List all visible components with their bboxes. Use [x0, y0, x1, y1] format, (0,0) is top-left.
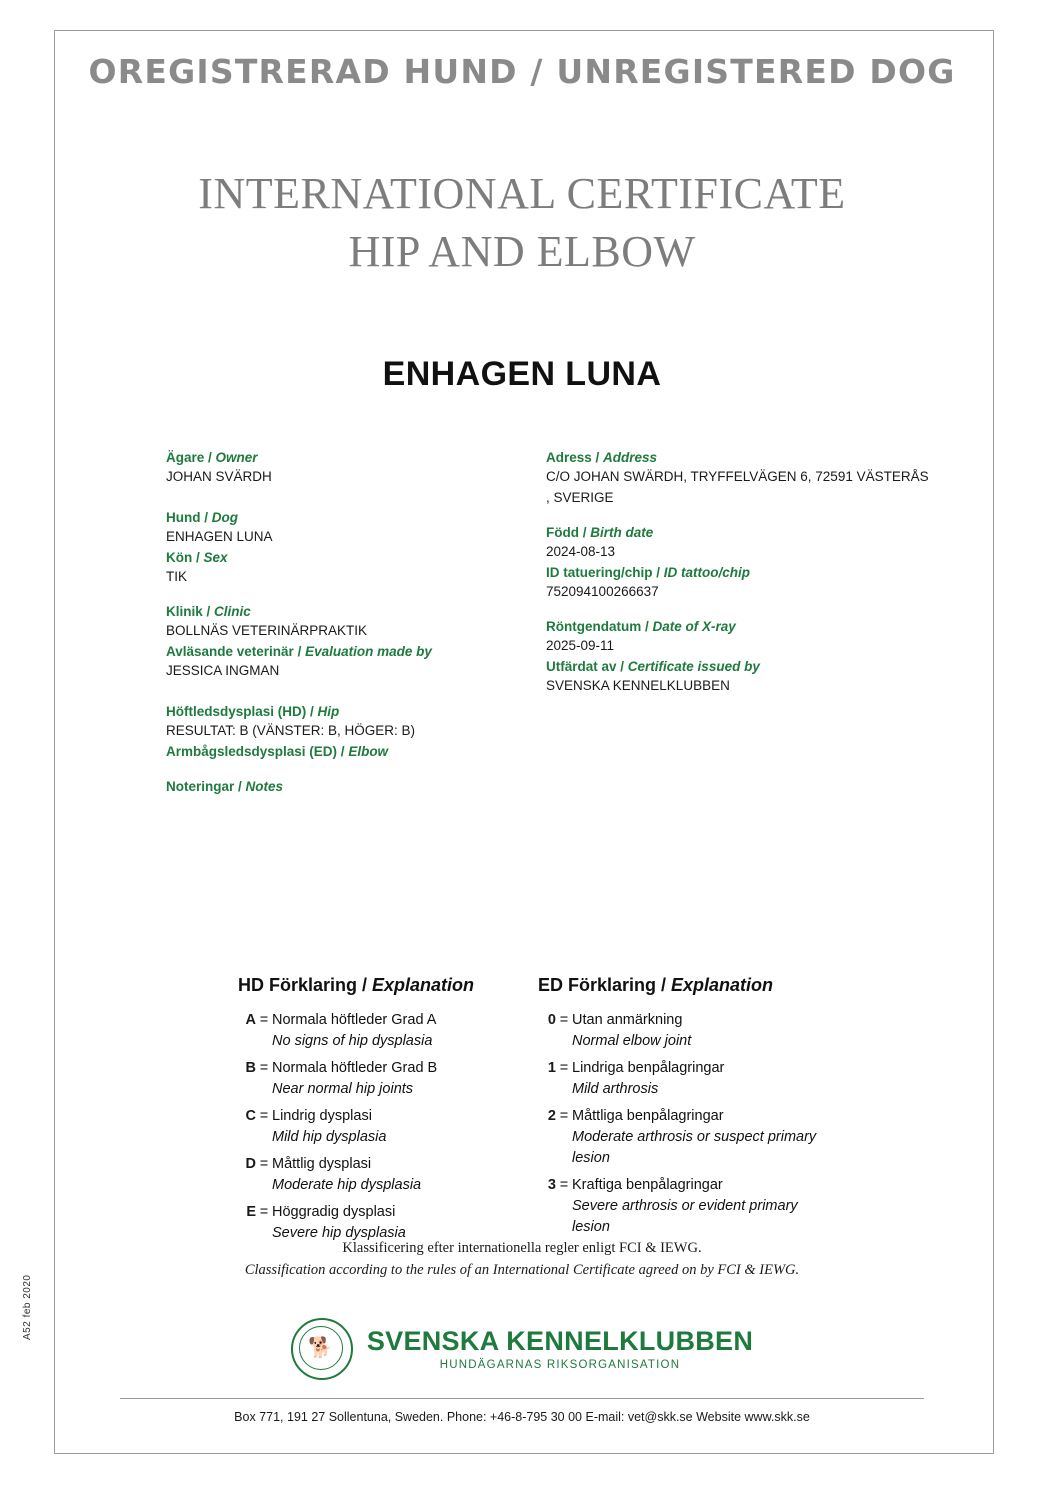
ed-explanation-equals: =	[559, 1177, 569, 1193]
birth-date-value: 2024-08-13	[546, 544, 616, 559]
ed-explanation-row	[538, 1175, 838, 1238]
classification-note-sv: Klassificering efter internationella regler enligt FCI & IEWG.	[342, 1240, 702, 1256]
hip-label: Höftledsdysplasi (HD) / Hip	[166, 704, 340, 719]
ed-explanation-row	[538, 1010, 838, 1052]
skk-logo-text	[367, 1327, 753, 1371]
hd-explanation-title: HD Förklaring / Explanation	[238, 975, 475, 995]
owner-value: JOHAN SVÄRDH	[166, 469, 272, 484]
hd-explanation-column	[238, 975, 518, 1250]
hd-explanation-text-en: Moderate hip dysplasia	[272, 1177, 422, 1193]
unregistered-dog-banner: OREGISTRERAD HUND / UNREGISTERED DOG	[88, 52, 956, 91]
hd-explanation-key: C	[245, 1108, 256, 1124]
ed-explanation-text	[572, 1106, 838, 1169]
birth-date-label: Född / Birth date	[546, 525, 654, 540]
ed-explanation-text-sv: Lindriga benpålagringar	[572, 1060, 725, 1076]
hd-explanation-text	[272, 1058, 518, 1100]
xray-date-value: 2025-09-11	[546, 638, 615, 653]
ed-explanation-column	[538, 975, 838, 1244]
ed-explanation-equals: =	[559, 1108, 569, 1124]
hd-explanation-text-sv: Normala höftleder Grad A	[272, 1012, 437, 1028]
issuer-label: Utfärdat av / Certificate issued by	[546, 659, 760, 674]
sex-value: TIK	[166, 569, 188, 584]
ed-explanation-text	[572, 1175, 838, 1238]
ed-explanation-text-en: Moderate arthrosis or suspect primary lesion	[572, 1129, 817, 1166]
hd-explanation-text	[272, 1154, 518, 1196]
hd-explanation-text-en: Severe hip dysplasia	[272, 1225, 406, 1241]
hd-explanation-equals: =	[259, 1108, 269, 1124]
ed-explanation-key: 1	[547, 1060, 556, 1076]
footer-divider	[120, 1398, 924, 1399]
address-label: Adress / Address	[546, 450, 658, 465]
hd-explanation-key: E	[246, 1204, 256, 1220]
skk-logo-main: SVENSKA KENNELKLUBBEN	[366, 1325, 754, 1356]
ed-explanation-row	[538, 1106, 838, 1169]
ed-explanation-title: ED Förklaring / Explanation	[538, 975, 774, 995]
hd-explanation-row	[238, 1154, 518, 1196]
xray-date-label: Röntgendatum / Date of X-ray	[546, 619, 736, 634]
certificate-title	[0, 165, 1044, 281]
hd-explanation-text-sv: Höggradig dysplasi	[272, 1204, 396, 1220]
classification-note-en: Classification according to the rules of an International Certificate agreed on by FCI & IEWG.	[244, 1262, 800, 1278]
address-value-line2: , SVERIGE	[546, 490, 614, 505]
id-chip-value: 752094100266637	[546, 584, 659, 599]
hd-explanation-text-sv: Normala höftleder Grad B	[272, 1060, 438, 1076]
certificate-title-line2: HIP AND ELBOW	[348, 227, 696, 276]
ed-explanation-key: 3	[547, 1177, 556, 1193]
ed-explanation-text-en: Normal elbow joint	[572, 1033, 692, 1049]
clinic-label: Klinik / Clinic	[166, 604, 251, 619]
certificate-title-line1: INTERNATIONAL CERTIFICATE	[198, 169, 846, 218]
evaluator-value: JESSICA INGMAN	[166, 663, 280, 678]
fields-left-column	[166, 448, 526, 798]
hd-explanation-text-en: Near normal hip joints	[272, 1081, 414, 1097]
classification-note	[0, 1237, 1044, 1281]
skk-logo	[0, 1318, 1044, 1380]
issuer-value: SVENSKA KENNELKLUBBEN	[546, 678, 730, 693]
dog-head-icon: 🐕	[308, 1337, 334, 1359]
hd-explanation-key: A	[245, 1012, 256, 1028]
hd-explanation-key: B	[245, 1060, 256, 1076]
ed-explanation-text-sv: Måttliga benpålagringar	[572, 1108, 724, 1124]
address-value: C/O JOHAN SWÄRDH, TRYFFELVÄGEN 6, 72591 VÄSTERÅS	[546, 469, 929, 484]
hd-explanation-row	[238, 1010, 518, 1052]
ed-explanation-text-sv: Kraftiga benpålagringar	[572, 1177, 723, 1193]
dog-seal-icon	[291, 1318, 353, 1380]
footer-contact: Box 771, 191 27 Sollentuna, Sweden. Phone: +46-8-795 30 00 E-mail: vet@skk.se Website www.skk.se	[234, 1410, 810, 1424]
ed-explanation-text	[572, 1058, 838, 1100]
dog-value: ENHAGEN LUNA	[166, 529, 273, 544]
evaluator-label: Avläsande veterinär / Evaluation made by	[166, 644, 432, 659]
fields-right-column	[546, 448, 966, 697]
hd-explanation-equals: =	[259, 1204, 269, 1220]
skk-logo-sub: HUNDÄGARNAS RIKSORGANISATION	[439, 1358, 681, 1371]
owner-label: Ägare / Owner	[166, 450, 258, 465]
hd-explanation-key: D	[245, 1156, 256, 1172]
ed-explanation-text-en: Mild arthrosis	[572, 1081, 659, 1097]
hd-explanation-text-sv: Måttlig dysplasi	[272, 1156, 372, 1172]
dog-label: Hund / Dog	[166, 510, 238, 525]
hd-explanation-text-en: Mild hip dysplasia	[272, 1129, 387, 1145]
hd-explanation-equals: =	[259, 1156, 269, 1172]
hd-explanation-equals: =	[259, 1060, 269, 1076]
ed-explanation-equals: =	[559, 1012, 569, 1028]
dog-name-heading: ENHAGEN LUNA	[382, 355, 662, 393]
ed-explanation-key: 2	[547, 1108, 556, 1124]
hip-value: RESULTAT: B (VÄNSTER: B, HÖGER: B)	[166, 723, 416, 738]
hd-explanation-text	[272, 1106, 518, 1148]
ed-explanation-key: 0	[547, 1012, 556, 1028]
hd-explanation-text-en: No signs of hip dysplasia	[272, 1033, 433, 1049]
ed-explanation-equals: =	[559, 1060, 569, 1076]
ed-explanation-text	[572, 1010, 838, 1052]
clinic-value: BOLLNÄS VETERINÄRPRAKTIK	[166, 623, 368, 638]
elbow-label: Armbågsledsdysplasi (ED) / Elbow	[166, 744, 389, 759]
id-chip-label: ID tatuering/chip / ID tattoo/chip	[546, 565, 751, 580]
hd-explanation-row	[238, 1058, 518, 1100]
notes-label: Noteringar / Notes	[166, 779, 284, 794]
ed-explanation-text-en: Severe arthrosis or evident primary lesion	[572, 1198, 798, 1235]
hd-explanation-row	[238, 1106, 518, 1148]
ed-explanation-text-sv: Utan anmärkning	[572, 1012, 683, 1028]
form-code: A52 feb 2020	[22, 1274, 33, 1340]
ed-explanation-row	[538, 1058, 838, 1100]
hd-explanation-equals: =	[259, 1012, 269, 1028]
hd-explanation-text-sv: Lindrig dysplasi	[272, 1108, 372, 1124]
hd-explanation-text	[272, 1010, 518, 1052]
sex-label: Kön / Sex	[166, 550, 228, 565]
